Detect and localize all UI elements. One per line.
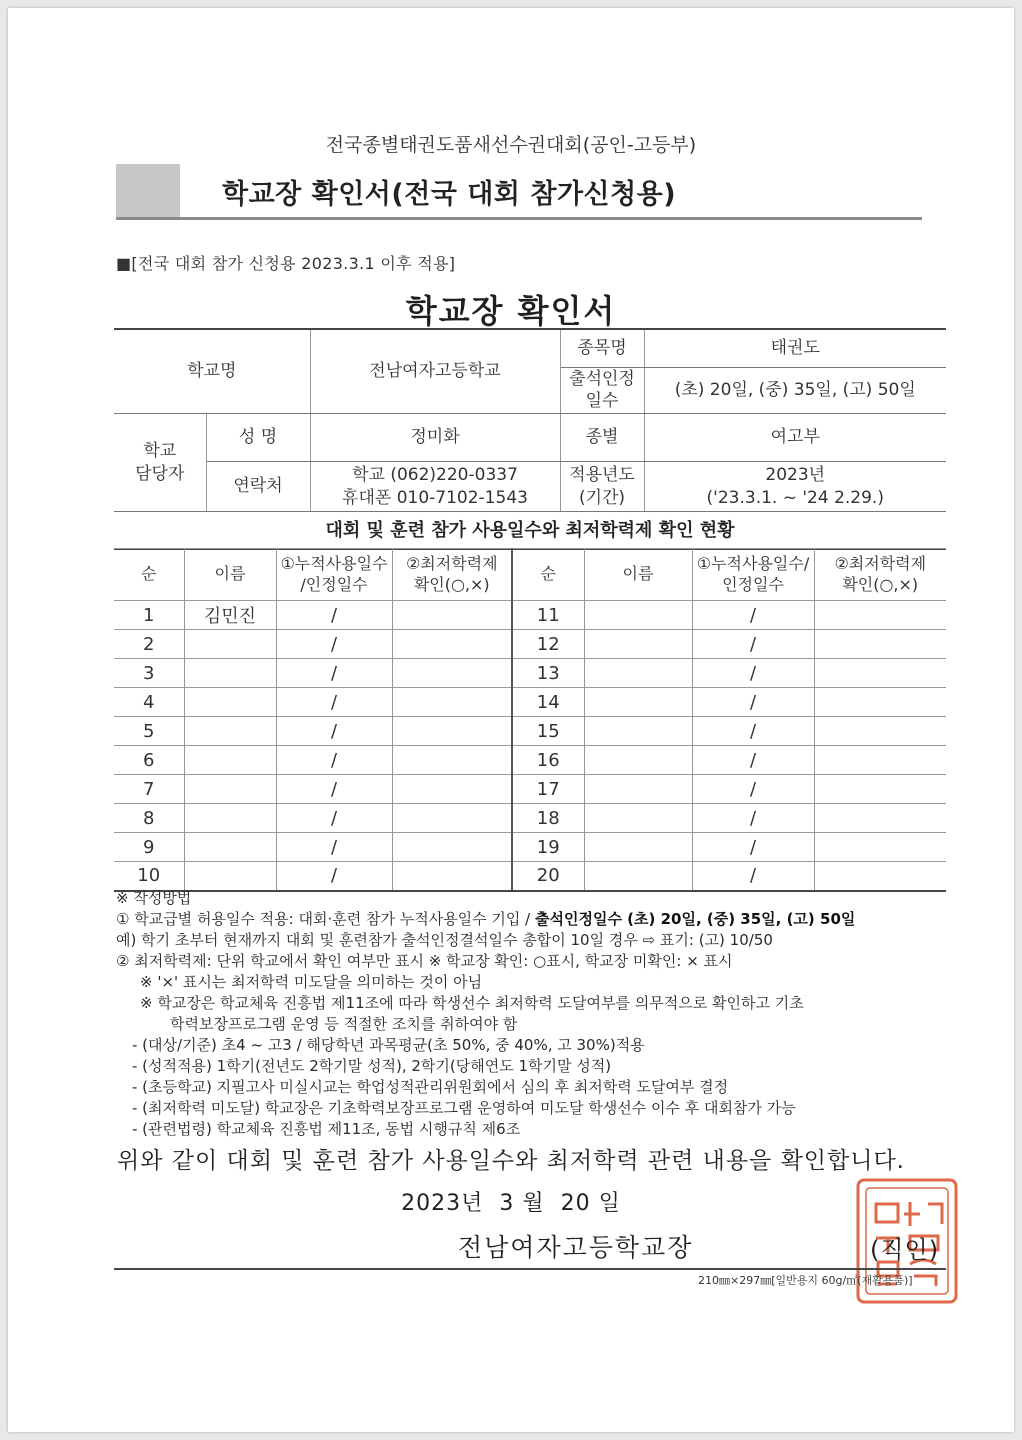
row-name-left xyxy=(184,862,276,891)
row-days-right: / xyxy=(692,775,814,804)
row-no-left: 10 xyxy=(114,862,184,891)
contact-school-phone: 학교 (062)220-0337 xyxy=(352,464,518,485)
roster-header-row xyxy=(114,549,946,601)
page-title: 학교장 확인서 xyxy=(405,292,617,330)
note-2-law-line2: 학력보장프로그램 운영 등 적절한 조치를 취하여야 함 xyxy=(170,1015,518,1033)
row-no-right: 15 xyxy=(512,717,584,746)
row-name-right xyxy=(584,630,692,659)
table-row xyxy=(114,804,946,833)
row-name-right xyxy=(584,862,692,891)
row-no-left: 2 xyxy=(114,630,184,659)
row-no-left: 8 xyxy=(114,804,184,833)
name-value: 정미화 xyxy=(310,414,560,462)
application-note: ■[전국 대회 참가 신청용 2023.3.1 이후 적용] xyxy=(116,254,456,273)
row-no-left: 3 xyxy=(114,659,184,688)
row-days-right: / xyxy=(692,601,814,630)
detail-elementary: - (초등학교) 지필고사 미실시교는 학업성적관리위원회에서 심의 후 최저학력 도달여부 결정 xyxy=(132,1078,729,1096)
detail-not-reached: - (최저학력 미도달) 학교장은 기초학력보장프로그램 운영하여 미도달 학생선수 이수 후 대회참가 가능 xyxy=(132,1099,796,1117)
school-label: 학교명 xyxy=(114,329,310,414)
row-days-left: / xyxy=(276,601,392,630)
contact-label: 연락처 xyxy=(206,462,310,512)
row-no-left: 9 xyxy=(114,833,184,862)
title-bar xyxy=(116,164,922,220)
row-no-right: 13 xyxy=(512,659,584,688)
row-no-right: 18 xyxy=(512,804,584,833)
row-days-left: / xyxy=(276,688,392,717)
row-check-right xyxy=(814,688,946,717)
attendance-label-line2: 일수 xyxy=(585,391,619,412)
bottom-divider xyxy=(114,1268,946,1270)
row-check-right xyxy=(814,659,946,688)
event-label: 종목명 xyxy=(560,329,644,367)
row-name-left: 김민진 xyxy=(184,601,276,630)
contact-mobile-phone: 휴대폰 010-7102-1543 xyxy=(342,487,528,508)
header-days-left xyxy=(276,549,392,601)
row-name-right xyxy=(584,601,692,630)
header-check-left xyxy=(392,549,512,601)
header-check-right-line2: 확인(○,×) xyxy=(842,574,919,594)
period-value-text: ('23.3.1. ~ '24 2.29.) xyxy=(706,487,884,508)
row-name-left xyxy=(184,746,276,775)
school-name: 전남여자고등학교 xyxy=(310,329,560,414)
attendance-label-line1: 출석인정 xyxy=(569,368,635,389)
category-value: 여고부 xyxy=(644,414,946,462)
row-days-right: / xyxy=(692,746,814,775)
detail-grades: - (성적적용) 1학기(전년도 2학기말 성적), 2학기(당해연도 1학기말 성적) xyxy=(132,1057,612,1075)
row-check-right xyxy=(814,775,946,804)
title-shade-block xyxy=(116,164,180,217)
row-days-right: / xyxy=(692,659,814,688)
row-no-left: 1 xyxy=(114,601,184,630)
row-name-left xyxy=(184,833,276,862)
note-2: ② 최저학력제: 단위 학교에서 확인 여부만 표시 ※ 학교장 확인: ○표시, 학교장 미확인: × 표시 xyxy=(116,952,733,970)
row-days-right: / xyxy=(692,717,814,746)
row-no-left: 7 xyxy=(114,775,184,804)
row-days-left: / xyxy=(276,833,392,862)
header-days-right xyxy=(692,549,814,601)
year-label-line2: (기간) xyxy=(578,487,626,508)
row-days-right: / xyxy=(692,804,814,833)
row-no-right: 17 xyxy=(512,775,584,804)
confirmation-statement: 위와 같이 대회 및 훈련 참가 사용일수와 최저학력 관련 내용을 확인합니다. xyxy=(117,1148,905,1174)
table-row xyxy=(114,659,946,688)
row-no-right: 14 xyxy=(512,688,584,717)
row-check-right xyxy=(814,630,946,659)
header-check-left-line1: ②최저학력제 xyxy=(405,553,498,573)
row-days-right: / xyxy=(692,833,814,862)
row-name-right xyxy=(584,688,692,717)
table-row xyxy=(114,630,946,659)
header-no-right: 순 xyxy=(512,549,584,601)
manager-label xyxy=(114,414,206,512)
row-days-right: / xyxy=(692,630,814,659)
row-no-right: 11 xyxy=(512,601,584,630)
row-name-left xyxy=(184,688,276,717)
roster-table xyxy=(114,548,946,892)
note-1-text: ① 학교급별 허용일수 적용: 대회·훈련 참가 누적사용일수 기입 / xyxy=(116,910,535,928)
name-label: 성 명 xyxy=(206,414,310,462)
row-days-left: / xyxy=(276,746,392,775)
row-name-left xyxy=(184,659,276,688)
table-row xyxy=(114,862,946,891)
row-days-left: / xyxy=(276,862,392,891)
row-no-left: 6 xyxy=(114,746,184,775)
row-check-left xyxy=(392,804,512,833)
row-name-right xyxy=(584,804,692,833)
row-name-left xyxy=(184,630,276,659)
row-no-left: 5 xyxy=(114,717,184,746)
row-check-left xyxy=(392,630,512,659)
info-table xyxy=(114,328,946,512)
row-name-right xyxy=(584,833,692,862)
row-check-left xyxy=(392,659,512,688)
row-no-left: 4 xyxy=(114,688,184,717)
category-label: 종별 xyxy=(560,414,644,462)
seal-placeholder-label: (직인) xyxy=(870,1236,940,1264)
detail-related-law: - (관련법령) 학교체육 진흥법 제11조, 동법 시행규칙 제6조 xyxy=(132,1120,521,1138)
manager-label-line1: 학교 xyxy=(143,440,177,461)
table-row xyxy=(114,775,946,804)
row-check-right xyxy=(814,717,946,746)
row-check-left xyxy=(392,775,512,804)
row-no-right: 12 xyxy=(512,630,584,659)
year-value xyxy=(644,462,946,512)
attendance-value: (초) 20일, (중) 35일, (고) 50일 xyxy=(644,367,946,414)
table-row xyxy=(114,601,946,630)
document-page xyxy=(8,8,1014,1432)
manager-label-line2: 담당자 xyxy=(135,463,185,484)
table-row xyxy=(114,746,946,775)
principal-title: 전남여자고등학교장 xyxy=(458,1233,694,1262)
row-check-left xyxy=(392,717,512,746)
row-days-left: / xyxy=(276,659,392,688)
header-days-right-line1: ①누적사용일수/ xyxy=(696,553,810,573)
row-days-right: / xyxy=(692,688,814,717)
header-check-right-line1: ②최저학력제 xyxy=(834,553,927,573)
header-check-right xyxy=(814,549,946,601)
table-row xyxy=(114,833,946,862)
row-check-left xyxy=(392,601,512,630)
row-no-right: 20 xyxy=(512,862,584,891)
attendance-label xyxy=(560,367,644,414)
row-days-left: / xyxy=(276,630,392,659)
year-label-line1: 적용년도 xyxy=(569,464,635,485)
row-check-right xyxy=(814,601,946,630)
header-name-right: 이름 xyxy=(584,549,692,601)
row-check-left xyxy=(392,833,512,862)
row-days-right: / xyxy=(692,862,814,891)
header-check-left-line2: 확인(○,×) xyxy=(413,574,490,594)
row-check-right xyxy=(814,804,946,833)
row-check-left xyxy=(392,746,512,775)
table-row xyxy=(114,688,946,717)
header-name-left: 이름 xyxy=(184,549,276,601)
row-days-left: / xyxy=(276,717,392,746)
year-label xyxy=(560,462,644,512)
row-check-right xyxy=(814,746,946,775)
row-name-right xyxy=(584,775,692,804)
competition-caption: 전국종별태권도품새선수권대회(공인-고등부) xyxy=(325,134,697,156)
row-name-left xyxy=(184,804,276,833)
row-check-left xyxy=(392,862,512,891)
notes-heading: ※ 작성방법 xyxy=(116,889,192,907)
header-no-left: 순 xyxy=(114,549,184,601)
row-no-right: 19 xyxy=(512,833,584,862)
row-name-left xyxy=(184,775,276,804)
row-name-right xyxy=(584,659,692,688)
header-days-left-line1: ①누적사용일수 xyxy=(280,553,388,573)
header-days-left-line2: /인정일수 xyxy=(300,574,368,594)
event-value: 태권도 xyxy=(644,329,946,367)
row-check-left xyxy=(392,688,512,717)
note-1-bold: 출석인정일수 (초) 20일, (중) 35일, (고) 50일 xyxy=(535,910,856,928)
year-value-text: 2023년 xyxy=(765,464,826,485)
row-name-right xyxy=(584,717,692,746)
detail-target: - (대상/기준) 초4 ~ 고3 / 해당학년 과목평균(초 50%, 중 40%, 고 30%)적용 xyxy=(132,1036,645,1054)
note-1-example: 예) 학기 초부터 현재까지 대회 및 훈련참가 출석인정결석일수 총합이 10일 경우 ⇨ 표기: (고) 10/50 xyxy=(116,931,773,949)
note-2-law-line1: ※ 학교장은 학교체육 진흥법 제11조에 따라 학생선수 최저학력 도달여부를 의무적으로 확인하고 기초 xyxy=(140,994,804,1012)
note-2-x-meaning: ※ '×' 표시는 최저학력 미도달을 의미하는 것이 아님 xyxy=(140,973,483,991)
row-days-left: / xyxy=(276,804,392,833)
row-days-left: / xyxy=(276,775,392,804)
issue-date: 2023년 3 월 20 일 xyxy=(401,1191,621,1216)
row-no-right: 16 xyxy=(512,746,584,775)
note-1 xyxy=(116,909,946,930)
roster-section-title: 대회 및 훈련 참가 사용일수와 최저학력제 확인 현황 xyxy=(114,512,946,550)
contact-value xyxy=(310,462,560,512)
row-check-right xyxy=(814,833,946,862)
row-name-right xyxy=(584,746,692,775)
paper-spec: 210㎜×297㎜[일반용지 60g/㎡(재활용품)] xyxy=(698,1274,913,1287)
table-row xyxy=(114,717,946,746)
title-bar-text: 학교장 확인서(전국 대회 참가신청용) xyxy=(222,179,677,210)
row-name-left xyxy=(184,717,276,746)
row-check-right xyxy=(814,862,946,891)
writing-instructions xyxy=(116,888,946,1140)
header-days-right-line2: 인정일수 xyxy=(722,574,784,594)
